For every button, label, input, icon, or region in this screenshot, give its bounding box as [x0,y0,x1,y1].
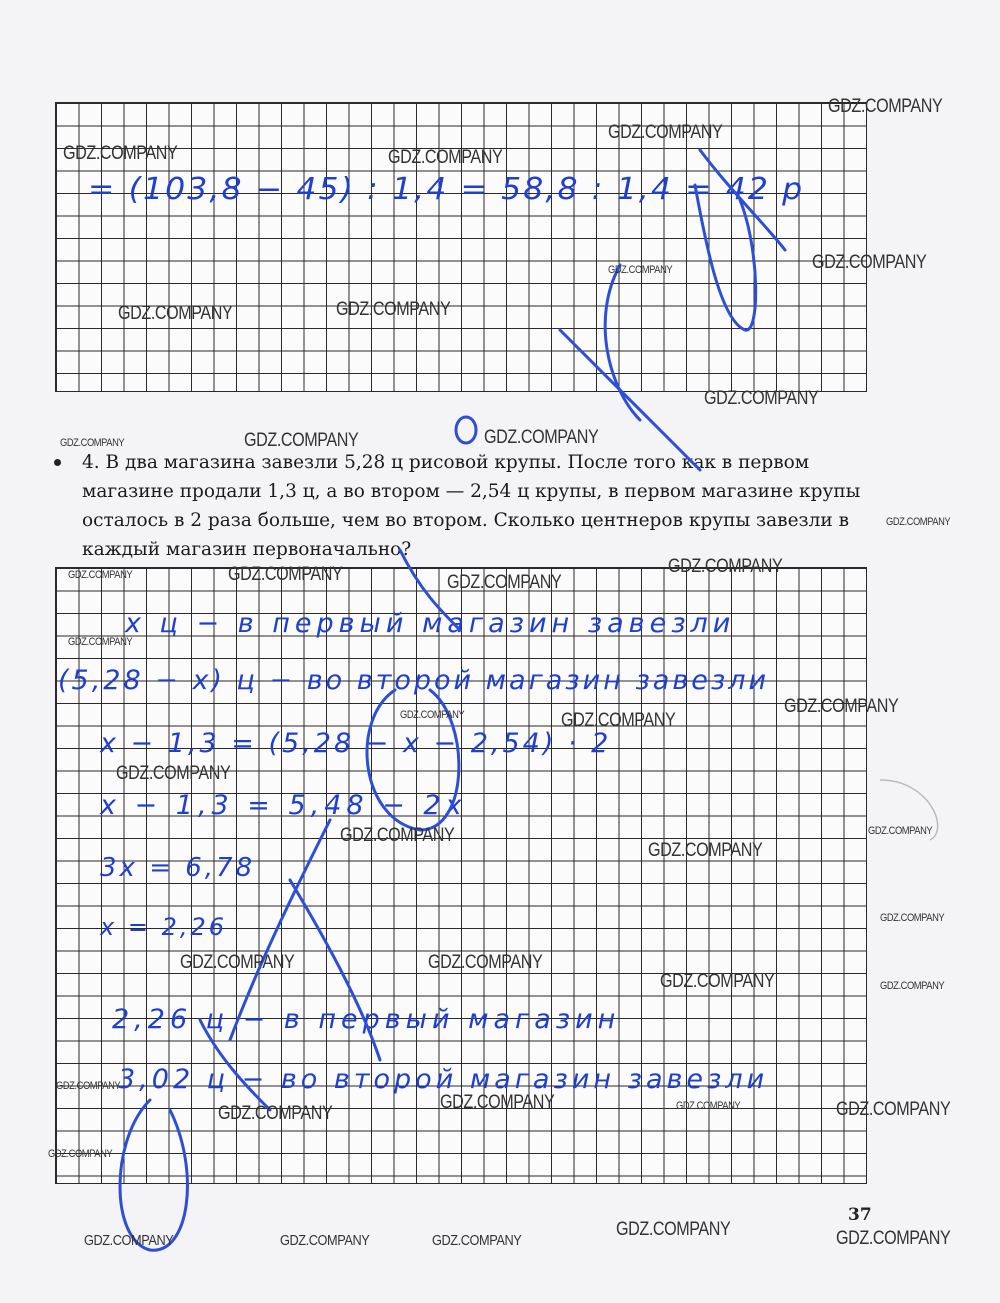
watermark: GDZ.COMPANY [880,980,945,992]
watermark: GDZ.COMPANY [440,1092,555,1113]
solution-line-5: 3х = 6,78 [100,853,256,883]
watermark: GDZ.COMPANY [118,303,233,324]
watermark: GDZ.COMPANY [447,572,562,593]
solution-line-2: (5,28 − х) ц − во второй магазин завезли [58,665,770,696]
watermark: GDZ.COMPANY [561,710,676,731]
watermark: GDZ.COMPANY [180,952,295,973]
watermark: GDZ.COMPANY [432,1232,522,1249]
watermark: GDZ.COMPANY [68,569,133,581]
watermark: GDZ.COMPANY [244,430,359,451]
watermark: GDZ.COMPANY [886,516,951,528]
solution-line-4: х − 1,3 = 5,48 − 2х [100,790,467,821]
small-loop-mark [456,417,476,443]
watermark: GDZ.COMPANY [60,437,125,449]
watermark: GDZ.COMPANY [340,825,455,846]
watermark: GDZ.COMPANY [836,1099,951,1120]
watermark: GDZ.COMPANY [784,696,899,717]
solution-line-1: х ц − в первый магазин завезли [125,608,736,639]
solution-line-7: 2,26 ц − в первый магазин [112,1004,621,1035]
solution-line-6: х = 2,26 [100,913,228,941]
watermark: GDZ.COMPANY [388,147,503,168]
problem-number: 4. [82,452,100,473]
problem-text: В два магазина завезли 5,28 ц рисовой крупы. После того как в первом магазине продали 1,3 ц, а во втором — 2,54 ц крупы, в первом магазине крупы осталось в 2 раза больше, чем во втором. Сколько центнеров крупы завезли в каждый магазин первоначально? [82,452,861,560]
watermark: GDZ.COMPANY [836,1228,951,1249]
watermark: GDZ.COMPANY [812,252,927,273]
solution-line-3: х − 1,3 = (5,28 − х − 2,54) · 2 [100,728,612,759]
watermark: GDZ.COMPANY [608,122,723,143]
watermark: GDZ.COMPANY [668,556,783,577]
watermark: GDZ.COMPANY [400,709,465,721]
page-number: 37 [848,1205,872,1225]
watermark: GDZ.COMPANY [608,264,673,276]
bullet-icon [54,459,61,466]
watermark: GDZ.COMPANY [616,1219,731,1240]
watermark: GDZ.COMPANY [228,564,343,585]
watermark: GDZ.COMPANY [56,1080,121,1092]
watermark: GDZ.COMPANY [68,636,133,648]
watermark: GDZ.COMPANY [676,1100,741,1112]
watermark: GDZ.COMPANY [116,763,231,784]
watermark: GDZ.COMPANY [280,1232,370,1249]
handwritten-line-top: = (103,8 − 45) : 1,4 = 58,8 : 1,4 = 42 р [88,172,805,207]
watermark: GDZ.COMPANY [428,952,543,973]
watermark: GDZ.COMPANY [484,427,599,448]
watermark: GDZ.COMPANY [648,840,763,861]
problem-4 [82,448,872,564]
watermark: GDZ.COMPANY [336,299,451,320]
watermark: GDZ.COMPANY [868,825,933,837]
watermark: GDZ.COMPANY [704,388,819,409]
solution-line-8: 3,02 ц − во второй магазин завезли [118,1064,769,1095]
watermark: GDZ.COMPANY [63,143,178,164]
watermark: GDZ.COMPANY [48,1148,113,1160]
watermark: GDZ.COMPANY [84,1232,174,1249]
watermark: GDZ.COMPANY [880,912,945,924]
watermark: GDZ.COMPANY [218,1103,333,1124]
watermark: GDZ.COMPANY [828,96,943,117]
watermark: GDZ.COMPANY [660,971,775,992]
